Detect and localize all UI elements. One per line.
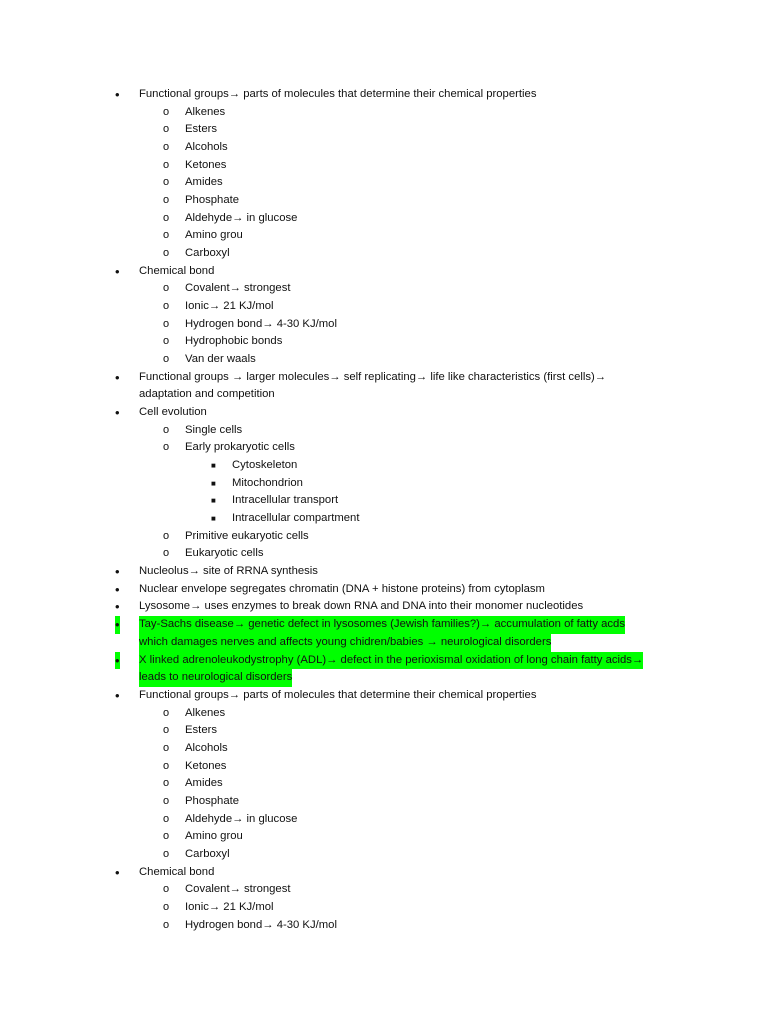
sub-bullet-item (0, 740, 768, 758)
sub-sub-bullet-item (0, 475, 768, 493)
sub-bullet-item (0, 545, 768, 563)
circle-bullet-icon: o (163, 847, 170, 860)
list-item-text: Chemical bond (139, 264, 215, 277)
list-item-text: Ketones (185, 759, 227, 772)
sub-bullet-item (0, 192, 768, 210)
document-body (0, 86, 768, 934)
list-item-text: leads to neurological disorders (139, 669, 292, 687)
list-item-text: Alcohols (185, 741, 228, 754)
list-item-text: Intracellular compartment (232, 512, 360, 525)
circle-bullet-icon: o (163, 282, 170, 295)
sub-bullet-item (0, 422, 768, 440)
bullet-icon: • (115, 405, 120, 421)
list-item-text: adaptation and competition (139, 388, 275, 401)
circle-bullet-icon: o (163, 883, 170, 896)
bullet-icon: • (115, 687, 120, 703)
sub-bullet-item (0, 210, 768, 228)
list-item-text: Mitochondrion (232, 476, 303, 489)
list-item-text: Lysosome→ uses enzymes to break down RNA and DNA into their monomer nucleotides (139, 600, 584, 613)
list-item-text: Esters (185, 724, 218, 737)
sub-bullet-item (0, 758, 768, 776)
sub-bullet-item (0, 846, 768, 864)
circle-bullet-icon: o (163, 777, 170, 790)
circle-bullet-icon: o (163, 229, 170, 242)
bullet-icon: • (115, 581, 120, 597)
bullet-icon: • (115, 564, 120, 580)
circle-bullet-icon: o (163, 335, 170, 348)
circle-bullet-icon: o (163, 353, 170, 366)
square-bullet-icon: ■ (211, 461, 216, 471)
list-item-text: Hydrogen bond→ 4-30 KJ/mol (185, 918, 337, 931)
circle-bullet-icon: o (163, 300, 170, 313)
list-item-text: Ionic→ 21 KJ/mol (185, 900, 274, 913)
bullet-item (0, 563, 768, 581)
bullet-icon: • (115, 617, 120, 633)
list-item-text: Nucleolus→ site of RRNA synthesis (139, 565, 318, 578)
circle-bullet-icon: o (163, 812, 170, 825)
circle-bullet-icon: o (163, 706, 170, 719)
list-item-text: Covalent→ strongest (185, 883, 291, 896)
bullet-item (0, 864, 768, 882)
circle-bullet-icon: o (163, 141, 170, 154)
sub-bullet-item (0, 174, 768, 192)
circle-bullet-icon: o (163, 176, 170, 189)
circle-bullet-icon: o (163, 547, 170, 560)
circle-bullet-icon: o (163, 105, 170, 118)
list-item-text: Intracellular transport (232, 494, 339, 507)
list-item-text: Ketones (185, 158, 227, 171)
circle-bullet-icon: o (163, 918, 170, 931)
continuation-line (0, 669, 768, 687)
sub-bullet-item (0, 439, 768, 457)
sub-bullet-item (0, 280, 768, 298)
bullet-item (0, 598, 768, 616)
bullet-item (0, 263, 768, 281)
sub-bullet-item (0, 722, 768, 740)
list-item-text: Carboxyl (185, 247, 230, 260)
list-item-text: Nuclear envelope segregates chromatin (DNA + histone proteins) from cytoplasm (139, 582, 545, 595)
list-item-text: which damages nerves and affects young chidren/babies → neurological disorders (139, 634, 551, 652)
circle-bullet-icon: o (163, 247, 170, 260)
bullet-item (0, 652, 768, 670)
circle-bullet-icon: o (163, 724, 170, 737)
list-item-text: Amides (185, 176, 223, 189)
sub-bullet-item (0, 811, 768, 829)
list-item-text: Carboxyl (185, 847, 230, 860)
bullet-icon: • (115, 369, 120, 385)
list-item-text: Alkenes (185, 706, 226, 719)
sub-bullet-item (0, 828, 768, 846)
list-item-text: Single cells (185, 423, 243, 436)
circle-bullet-icon: o (163, 741, 170, 754)
bullet-icon: • (115, 87, 120, 102)
sub-bullet-item (0, 775, 768, 793)
list-item-text: Amino grou (185, 229, 243, 242)
sub-bullet-item (0, 298, 768, 316)
sub-bullet-item (0, 227, 768, 245)
sub-bullet-item (0, 351, 768, 369)
circle-bullet-icon: o (163, 158, 170, 171)
continuation-line (0, 386, 768, 404)
list-item-text: Cell evolution (139, 406, 207, 419)
sub-bullet-item (0, 245, 768, 263)
list-item-text: Functional groups → larger molecules→ self replicating→ life like characteristics (first cells)→ (139, 370, 607, 383)
sub-bullet-item (0, 528, 768, 546)
list-item-text: Chemical bond (139, 865, 215, 878)
list-item-text: Phosphate (185, 794, 240, 807)
bullet-icon: • (115, 263, 120, 279)
circle-bullet-icon: o (163, 441, 170, 454)
sub-bullet-item (0, 705, 768, 723)
list-item-text: Covalent→ strongest (185, 282, 291, 295)
sub-sub-bullet-item (0, 492, 768, 510)
bullet-item (0, 616, 768, 634)
list-item-text: Phosphate (185, 194, 240, 207)
list-item-text: Cytoskeleton (232, 459, 298, 472)
circle-bullet-icon: o (163, 830, 170, 843)
list-item-text: Esters (185, 123, 218, 136)
sub-bullet-item (0, 157, 768, 175)
sub-bullet-item (0, 333, 768, 351)
list-item-text: Alcohols (185, 141, 228, 154)
circle-bullet-icon: o (163, 123, 170, 136)
list-item-text: Functional groups→ parts of molecules that determine their chemical properties (139, 688, 537, 701)
bullet-item (0, 404, 768, 422)
list-item-text: Eukaryotic cells (185, 547, 264, 560)
circle-bullet-icon: o (163, 317, 170, 330)
sub-bullet-item (0, 793, 768, 811)
list-item-text: Early prokaryotic cells (185, 441, 295, 454)
list-item-text: Alkenes (185, 105, 226, 118)
circle-bullet-icon: o (163, 211, 170, 224)
bullet-icon: • (115, 864, 120, 880)
bullet-item (0, 581, 768, 599)
sub-bullet-item (0, 316, 768, 334)
list-item-text: Primitive eukaryotic cells (185, 529, 309, 542)
list-item-text: Tay-Sachs disease→ genetic defect in lysosomes (Jewish families?)→ accumulation of fatty acds (139, 616, 625, 634)
circle-bullet-icon: o (163, 423, 170, 436)
square-bullet-icon: ■ (211, 514, 216, 524)
list-item-text: Aldehyde→ in glucose (185, 812, 298, 825)
continuation-line (0, 634, 768, 652)
circle-bullet-icon: o (163, 529, 170, 542)
list-item-text: Ionic→ 21 KJ/mol (185, 300, 274, 313)
sub-bullet-item (0, 121, 768, 139)
list-item-text: Aldehyde→ in glucose (185, 211, 298, 224)
square-bullet-icon: ■ (211, 478, 216, 488)
bullet-icon: • (115, 652, 120, 668)
sub-sub-bullet-item (0, 510, 768, 528)
list-item-text: X linked adrenoleukodystrophy (ADL)→ defect in the perioxismal oxidation of long chain fatty acids→ (139, 652, 643, 670)
list-item-text: Functional groups→ parts of molecules that determine their chemical properties (139, 88, 537, 100)
circle-bullet-icon: o (163, 759, 170, 772)
list-item-text: Amides (185, 777, 223, 790)
circle-bullet-icon: o (163, 794, 170, 807)
list-item-text: Hydrophobic bonds (185, 335, 283, 348)
bullet-item (0, 369, 768, 387)
sub-bullet-item (0, 917, 768, 935)
circle-bullet-icon: o (163, 900, 170, 913)
bullet-item (0, 86, 768, 104)
sub-bullet-item (0, 881, 768, 899)
list-item-text: Van der waals (185, 353, 256, 366)
circle-bullet-icon: o (163, 194, 170, 207)
sub-bullet-item (0, 899, 768, 917)
square-bullet-icon: ■ (211, 496, 216, 506)
list-item-text: Amino grou (185, 830, 243, 843)
sub-sub-bullet-item (0, 457, 768, 475)
bullet-item (0, 687, 768, 705)
sub-bullet-item (0, 139, 768, 157)
list-item-text: Hydrogen bond→ 4-30 KJ/mol (185, 317, 337, 330)
bullet-icon: • (115, 599, 120, 615)
sub-bullet-item (0, 104, 768, 122)
